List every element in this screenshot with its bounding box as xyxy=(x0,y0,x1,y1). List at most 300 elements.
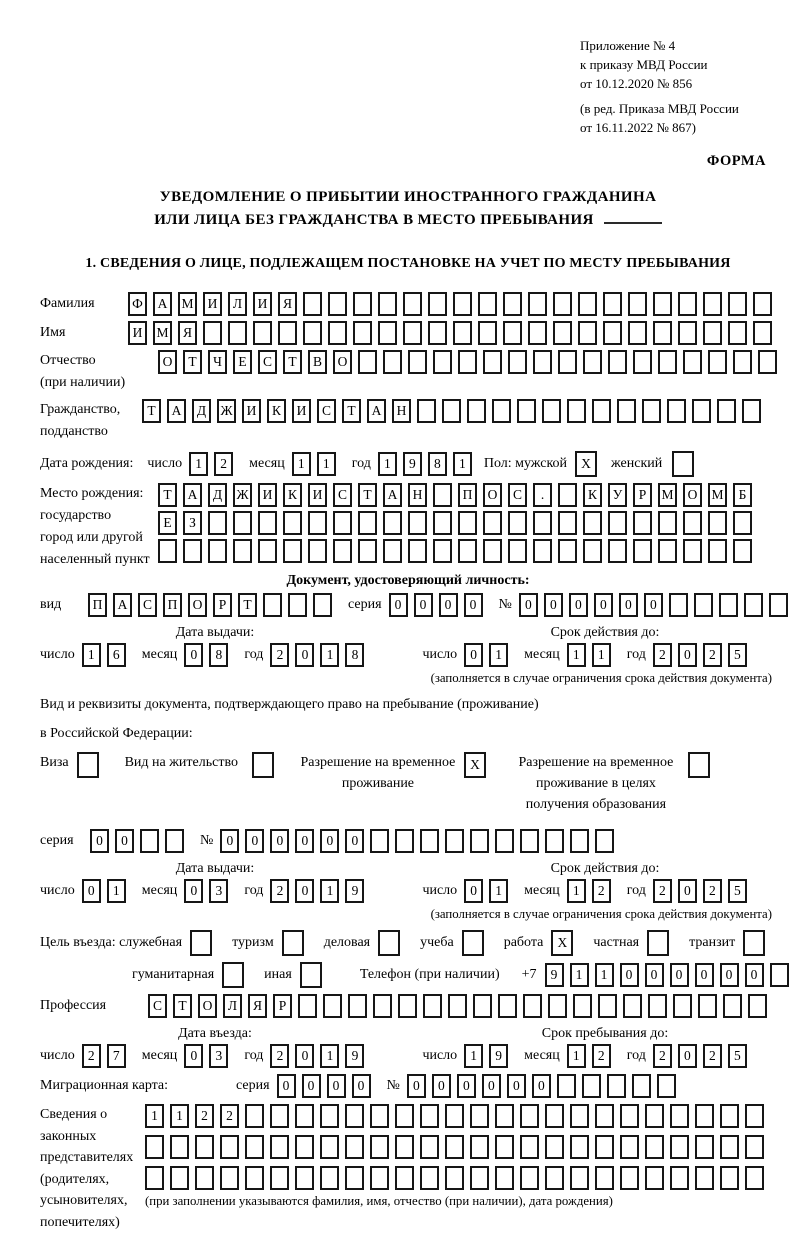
char-cell[interactable]: 1 xyxy=(453,452,472,476)
char-cell[interactable] xyxy=(233,511,252,535)
char-cell[interactable]: 0 xyxy=(457,1074,476,1098)
checkbox-cell[interactable]: X xyxy=(464,752,486,778)
char-cell[interactable] xyxy=(433,350,452,374)
char-cell[interactable]: 3 xyxy=(209,1044,228,1068)
char-cell[interactable]: Т xyxy=(173,994,192,1018)
char-cell[interactable] xyxy=(417,399,436,423)
char-cell[interactable]: 1 xyxy=(567,643,586,667)
char-cell[interactable] xyxy=(608,350,627,374)
char-cell[interactable] xyxy=(508,350,527,374)
char-cell[interactable] xyxy=(520,1104,539,1128)
char-cell[interactable]: 1 xyxy=(464,1044,483,1068)
char-cell[interactable] xyxy=(769,593,788,617)
char-cell[interactable] xyxy=(545,829,564,853)
char-cell[interactable]: 0 xyxy=(245,829,264,853)
char-cell[interactable] xyxy=(498,994,517,1018)
char-cell[interactable] xyxy=(728,292,747,316)
char-cell[interactable] xyxy=(533,539,552,563)
char-cell[interactable] xyxy=(542,399,561,423)
checkbox-cell[interactable] xyxy=(378,930,400,956)
char-cell[interactable] xyxy=(420,1135,439,1159)
char-cell[interactable]: 1 xyxy=(320,879,339,903)
char-cell[interactable]: 9 xyxy=(345,1044,364,1068)
char-cell[interactable]: 0 xyxy=(464,879,483,903)
char-cell[interactable] xyxy=(470,829,489,853)
char-cell[interactable] xyxy=(595,1135,614,1159)
char-cell[interactable]: Е xyxy=(233,350,252,374)
char-cell[interactable]: И xyxy=(253,292,272,316)
char-cell[interactable] xyxy=(478,292,497,316)
char-cell[interactable] xyxy=(445,829,464,853)
char-cell[interactable] xyxy=(533,350,552,374)
char-cell[interactable] xyxy=(508,511,527,535)
char-cell[interactable]: . xyxy=(533,483,552,507)
char-cell[interactable]: 0 xyxy=(745,963,764,987)
char-cell[interactable] xyxy=(745,1104,764,1128)
char-cell[interactable] xyxy=(583,350,602,374)
char-cell[interactable]: 1 xyxy=(107,879,126,903)
char-cell[interactable] xyxy=(670,1104,689,1128)
char-cell[interactable]: И xyxy=(242,399,261,423)
char-cell[interactable]: 8 xyxy=(209,643,228,667)
char-cell[interactable] xyxy=(403,321,422,345)
char-cell[interactable] xyxy=(720,1166,739,1190)
char-cell[interactable]: 2 xyxy=(195,1104,214,1128)
char-cell[interactable]: 0 xyxy=(270,829,289,853)
char-cell[interactable]: Т xyxy=(142,399,161,423)
checkbox-cell[interactable] xyxy=(222,962,244,988)
char-cell[interactable] xyxy=(648,994,667,1018)
char-cell[interactable]: 1 xyxy=(592,643,611,667)
char-cell[interactable]: О xyxy=(483,483,502,507)
char-cell[interactable] xyxy=(558,539,577,563)
char-cell[interactable] xyxy=(744,593,763,617)
char-cell[interactable] xyxy=(158,539,177,563)
char-cell[interactable] xyxy=(408,539,427,563)
char-cell[interactable] xyxy=(573,994,592,1018)
char-cell[interactable] xyxy=(208,539,227,563)
char-cell[interactable] xyxy=(370,1166,389,1190)
char-cell[interactable] xyxy=(353,321,372,345)
char-cell[interactable]: А xyxy=(153,292,172,316)
char-cell[interactable] xyxy=(653,321,672,345)
char-cell[interactable]: Я xyxy=(248,994,267,1018)
char-cell[interactable]: 0 xyxy=(645,963,664,987)
char-cell[interactable] xyxy=(723,994,742,1018)
char-cell[interactable] xyxy=(517,399,536,423)
char-cell[interactable] xyxy=(503,292,522,316)
char-cell[interactable]: 2 xyxy=(703,879,722,903)
char-cell[interactable] xyxy=(395,829,414,853)
char-cell[interactable] xyxy=(595,829,614,853)
char-cell[interactable] xyxy=(733,539,752,563)
char-cell[interactable] xyxy=(428,292,447,316)
char-cell[interactable]: 0 xyxy=(295,829,314,853)
char-cell[interactable] xyxy=(673,994,692,1018)
char-cell[interactable] xyxy=(370,829,389,853)
char-cell[interactable]: 2 xyxy=(703,1044,722,1068)
char-cell[interactable] xyxy=(398,994,417,1018)
char-cell[interactable] xyxy=(467,399,486,423)
char-cell[interactable]: Ж xyxy=(233,483,252,507)
char-cell[interactable]: О xyxy=(333,350,352,374)
char-cell[interactable]: 1 xyxy=(595,963,614,987)
char-cell[interactable]: Т xyxy=(158,483,177,507)
char-cell[interactable]: 0 xyxy=(184,643,203,667)
char-cell[interactable] xyxy=(598,994,617,1018)
char-cell[interactable] xyxy=(658,511,677,535)
char-cell[interactable]: К xyxy=(267,399,286,423)
char-cell[interactable] xyxy=(183,539,202,563)
char-cell[interactable] xyxy=(645,1166,664,1190)
char-cell[interactable]: 1 xyxy=(489,643,508,667)
char-cell[interactable]: З xyxy=(183,511,202,535)
char-cell[interactable] xyxy=(383,350,402,374)
char-cell[interactable] xyxy=(748,994,767,1018)
char-cell[interactable]: 8 xyxy=(428,452,447,476)
char-cell[interactable] xyxy=(520,1166,539,1190)
char-cell[interactable] xyxy=(408,350,427,374)
char-cell[interactable] xyxy=(603,292,622,316)
char-cell[interactable]: 9 xyxy=(345,879,364,903)
char-cell[interactable]: Д xyxy=(192,399,211,423)
char-cell[interactable] xyxy=(708,350,727,374)
char-cell[interactable] xyxy=(308,539,327,563)
char-cell[interactable]: Ф xyxy=(128,292,147,316)
char-cell[interactable] xyxy=(373,994,392,1018)
char-cell[interactable]: 0 xyxy=(320,829,339,853)
char-cell[interactable] xyxy=(453,292,472,316)
char-cell[interactable] xyxy=(370,1104,389,1128)
char-cell[interactable] xyxy=(617,399,636,423)
char-cell[interactable]: С xyxy=(148,994,167,1018)
char-cell[interactable]: И xyxy=(128,321,147,345)
char-cell[interactable]: У xyxy=(608,483,627,507)
char-cell[interactable] xyxy=(345,1104,364,1128)
char-cell[interactable]: К xyxy=(583,483,602,507)
char-cell[interactable]: Р xyxy=(213,593,232,617)
char-cell[interactable] xyxy=(633,511,652,535)
char-cell[interactable] xyxy=(320,1166,339,1190)
char-cell[interactable] xyxy=(508,539,527,563)
char-cell[interactable] xyxy=(558,483,577,507)
char-cell[interactable] xyxy=(383,511,402,535)
char-cell[interactable] xyxy=(545,1135,564,1159)
char-cell[interactable] xyxy=(145,1166,164,1190)
char-cell[interactable] xyxy=(470,1166,489,1190)
char-cell[interactable] xyxy=(620,1135,639,1159)
char-cell[interactable]: 2 xyxy=(270,879,289,903)
char-cell[interactable] xyxy=(378,292,397,316)
char-cell[interactable] xyxy=(170,1166,189,1190)
char-cell[interactable] xyxy=(220,1135,239,1159)
char-cell[interactable] xyxy=(298,994,317,1018)
char-cell[interactable] xyxy=(383,539,402,563)
char-cell[interactable] xyxy=(313,593,332,617)
char-cell[interactable] xyxy=(553,292,572,316)
char-cell[interactable] xyxy=(495,1166,514,1190)
char-cell[interactable]: 1 xyxy=(82,643,101,667)
char-cell[interactable] xyxy=(553,321,572,345)
char-cell[interactable] xyxy=(445,1104,464,1128)
char-cell[interactable] xyxy=(520,1135,539,1159)
char-cell[interactable]: 1 xyxy=(570,963,589,987)
char-cell[interactable] xyxy=(478,321,497,345)
char-cell[interactable] xyxy=(633,350,652,374)
char-cell[interactable]: 2 xyxy=(592,1044,611,1068)
char-cell[interactable] xyxy=(745,1135,764,1159)
char-cell[interactable] xyxy=(695,1135,714,1159)
char-cell[interactable] xyxy=(658,350,677,374)
char-cell[interactable] xyxy=(203,321,222,345)
char-cell[interactable]: 0 xyxy=(620,963,639,987)
char-cell[interactable] xyxy=(667,399,686,423)
char-cell[interactable] xyxy=(653,292,672,316)
char-cell[interactable]: Ч xyxy=(208,350,227,374)
char-cell[interactable] xyxy=(328,321,347,345)
checkbox-cell[interactable] xyxy=(190,930,212,956)
checkbox-cell[interactable] xyxy=(743,930,765,956)
char-cell[interactable]: 0 xyxy=(507,1074,526,1098)
char-cell[interactable] xyxy=(445,1135,464,1159)
char-cell[interactable]: И xyxy=(292,399,311,423)
char-cell[interactable] xyxy=(632,1074,651,1098)
char-cell[interactable] xyxy=(548,994,567,1018)
char-cell[interactable] xyxy=(545,1104,564,1128)
char-cell[interactable] xyxy=(694,593,713,617)
checkbox-cell[interactable] xyxy=(647,930,669,956)
char-cell[interactable]: О xyxy=(158,350,177,374)
char-cell[interactable]: Ж xyxy=(217,399,236,423)
char-cell[interactable] xyxy=(245,1135,264,1159)
char-cell[interactable]: 2 xyxy=(270,1044,289,1068)
char-cell[interactable] xyxy=(263,593,282,617)
char-cell[interactable] xyxy=(670,1135,689,1159)
char-cell[interactable] xyxy=(345,1166,364,1190)
char-cell[interactable]: О xyxy=(188,593,207,617)
char-cell[interactable]: Б xyxy=(733,483,752,507)
char-cell[interactable] xyxy=(433,539,452,563)
char-cell[interactable] xyxy=(165,829,184,853)
char-cell[interactable] xyxy=(370,1135,389,1159)
char-cell[interactable] xyxy=(458,511,477,535)
char-cell[interactable]: С xyxy=(138,593,157,617)
char-cell[interactable] xyxy=(753,292,772,316)
char-cell[interactable]: А xyxy=(183,483,202,507)
char-cell[interactable] xyxy=(483,350,502,374)
char-cell[interactable]: 0 xyxy=(90,829,109,853)
char-cell[interactable]: Я xyxy=(178,321,197,345)
char-cell[interactable]: И xyxy=(308,483,327,507)
char-cell[interactable] xyxy=(607,1074,626,1098)
char-cell[interactable]: 2 xyxy=(214,452,233,476)
char-cell[interactable] xyxy=(578,321,597,345)
char-cell[interactable]: М xyxy=(658,483,677,507)
char-cell[interactable] xyxy=(245,1166,264,1190)
char-cell[interactable]: П xyxy=(458,483,477,507)
char-cell[interactable]: И xyxy=(203,292,222,316)
checkbox-cell[interactable]: X xyxy=(551,930,573,956)
char-cell[interactable]: Д xyxy=(208,483,227,507)
char-cell[interactable]: Р xyxy=(633,483,652,507)
char-cell[interactable] xyxy=(720,1104,739,1128)
char-cell[interactable]: 0 xyxy=(115,829,134,853)
char-cell[interactable]: Р xyxy=(273,994,292,1018)
char-cell[interactable]: 9 xyxy=(489,1044,508,1068)
char-cell[interactable] xyxy=(270,1135,289,1159)
char-cell[interactable] xyxy=(378,321,397,345)
char-cell[interactable]: 0 xyxy=(295,879,314,903)
char-cell[interactable]: 0 xyxy=(82,879,101,903)
char-cell[interactable] xyxy=(733,511,752,535)
char-cell[interactable] xyxy=(733,350,752,374)
char-cell[interactable]: П xyxy=(163,593,182,617)
char-cell[interactable]: А xyxy=(113,593,132,617)
char-cell[interactable]: Т xyxy=(283,350,302,374)
checkbox-cell[interactable] xyxy=(688,752,710,778)
char-cell[interactable]: К xyxy=(283,483,302,507)
char-cell[interactable] xyxy=(608,539,627,563)
char-cell[interactable]: 0 xyxy=(184,879,203,903)
char-cell[interactable]: 0 xyxy=(720,963,739,987)
char-cell[interactable] xyxy=(683,350,702,374)
char-cell[interactable] xyxy=(520,829,539,853)
char-cell[interactable] xyxy=(595,1104,614,1128)
char-cell[interactable]: С xyxy=(317,399,336,423)
char-cell[interactable] xyxy=(703,321,722,345)
checkbox-cell[interactable] xyxy=(672,451,694,477)
char-cell[interactable] xyxy=(348,994,367,1018)
char-cell[interactable]: П xyxy=(88,593,107,617)
char-cell[interactable]: 9 xyxy=(403,452,422,476)
char-cell[interactable] xyxy=(657,1074,676,1098)
char-cell[interactable] xyxy=(278,321,297,345)
char-cell[interactable] xyxy=(395,1135,414,1159)
char-cell[interactable]: 2 xyxy=(653,1044,672,1068)
char-cell[interactable] xyxy=(557,1074,576,1098)
char-cell[interactable] xyxy=(523,994,542,1018)
char-cell[interactable]: А xyxy=(383,483,402,507)
char-cell[interactable] xyxy=(608,511,627,535)
char-cell[interactable] xyxy=(558,511,577,535)
char-cell[interactable]: 0 xyxy=(678,643,697,667)
char-cell[interactable] xyxy=(470,1135,489,1159)
char-cell[interactable] xyxy=(758,350,777,374)
char-cell[interactable] xyxy=(683,511,702,535)
char-cell[interactable]: Н xyxy=(408,483,427,507)
char-cell[interactable] xyxy=(753,321,772,345)
char-cell[interactable] xyxy=(708,539,727,563)
char-cell[interactable] xyxy=(195,1135,214,1159)
char-cell[interactable] xyxy=(345,1135,364,1159)
char-cell[interactable] xyxy=(503,321,522,345)
char-cell[interactable] xyxy=(745,1166,764,1190)
char-cell[interactable]: С xyxy=(333,483,352,507)
char-cell[interactable] xyxy=(495,1135,514,1159)
checkbox-cell[interactable] xyxy=(282,930,304,956)
char-cell[interactable] xyxy=(303,292,322,316)
char-cell[interactable]: М xyxy=(153,321,172,345)
char-cell[interactable]: 0 xyxy=(569,593,588,617)
char-cell[interactable]: 1 xyxy=(292,452,311,476)
char-cell[interactable]: 1 xyxy=(567,1044,586,1068)
char-cell[interactable] xyxy=(358,350,377,374)
char-cell[interactable]: О xyxy=(683,483,702,507)
char-cell[interactable]: 0 xyxy=(544,593,563,617)
char-cell[interactable] xyxy=(433,511,452,535)
char-cell[interactable] xyxy=(545,1166,564,1190)
char-cell[interactable] xyxy=(567,399,586,423)
char-cell[interactable]: 1 xyxy=(170,1104,189,1128)
char-cell[interactable] xyxy=(433,483,452,507)
char-cell[interactable] xyxy=(708,511,727,535)
char-cell[interactable] xyxy=(323,994,342,1018)
char-cell[interactable]: 0 xyxy=(352,1074,371,1098)
char-cell[interactable]: Я xyxy=(278,292,297,316)
char-cell[interactable]: Л xyxy=(223,994,242,1018)
char-cell[interactable]: 0 xyxy=(670,963,689,987)
char-cell[interactable] xyxy=(570,1104,589,1128)
char-cell[interactable]: 0 xyxy=(532,1074,551,1098)
char-cell[interactable]: 2 xyxy=(270,643,289,667)
char-cell[interactable] xyxy=(570,829,589,853)
char-cell[interactable] xyxy=(578,292,597,316)
char-cell[interactable]: 0 xyxy=(389,593,408,617)
char-cell[interactable]: 0 xyxy=(678,1044,697,1068)
char-cell[interactable] xyxy=(423,994,442,1018)
char-cell[interactable] xyxy=(208,511,227,535)
char-cell[interactable]: 0 xyxy=(464,643,483,667)
char-cell[interactable]: 1 xyxy=(489,879,508,903)
char-cell[interactable] xyxy=(470,1104,489,1128)
char-cell[interactable] xyxy=(583,511,602,535)
checkbox-cell[interactable]: X xyxy=(575,451,597,477)
char-cell[interactable] xyxy=(558,350,577,374)
char-cell[interactable]: 6 xyxy=(107,643,126,667)
char-cell[interactable]: 0 xyxy=(439,593,458,617)
char-cell[interactable] xyxy=(408,511,427,535)
char-cell[interactable]: 0 xyxy=(678,879,697,903)
char-cell[interactable]: Л xyxy=(228,292,247,316)
char-cell[interactable] xyxy=(695,1166,714,1190)
char-cell[interactable] xyxy=(328,292,347,316)
char-cell[interactable] xyxy=(320,1104,339,1128)
char-cell[interactable]: 2 xyxy=(703,643,722,667)
char-cell[interactable] xyxy=(719,593,738,617)
char-cell[interactable]: 1 xyxy=(567,879,586,903)
char-cell[interactable] xyxy=(582,1074,601,1098)
char-cell[interactable] xyxy=(358,511,377,535)
char-cell[interactable] xyxy=(258,511,277,535)
char-cell[interactable] xyxy=(233,539,252,563)
char-cell[interactable]: 1 xyxy=(317,452,336,476)
char-cell[interactable] xyxy=(595,1166,614,1190)
char-cell[interactable] xyxy=(195,1166,214,1190)
char-cell[interactable]: 1 xyxy=(320,643,339,667)
char-cell[interactable] xyxy=(495,829,514,853)
char-cell[interactable]: 2 xyxy=(220,1104,239,1128)
char-cell[interactable]: Т xyxy=(342,399,361,423)
char-cell[interactable]: 2 xyxy=(653,643,672,667)
char-cell[interactable]: 0 xyxy=(619,593,638,617)
char-cell[interactable] xyxy=(288,593,307,617)
char-cell[interactable] xyxy=(458,539,477,563)
char-cell[interactable]: Т xyxy=(238,593,257,617)
char-cell[interactable] xyxy=(353,292,372,316)
char-cell[interactable] xyxy=(695,1104,714,1128)
char-cell[interactable] xyxy=(333,539,352,563)
char-cell[interactable] xyxy=(170,1135,189,1159)
